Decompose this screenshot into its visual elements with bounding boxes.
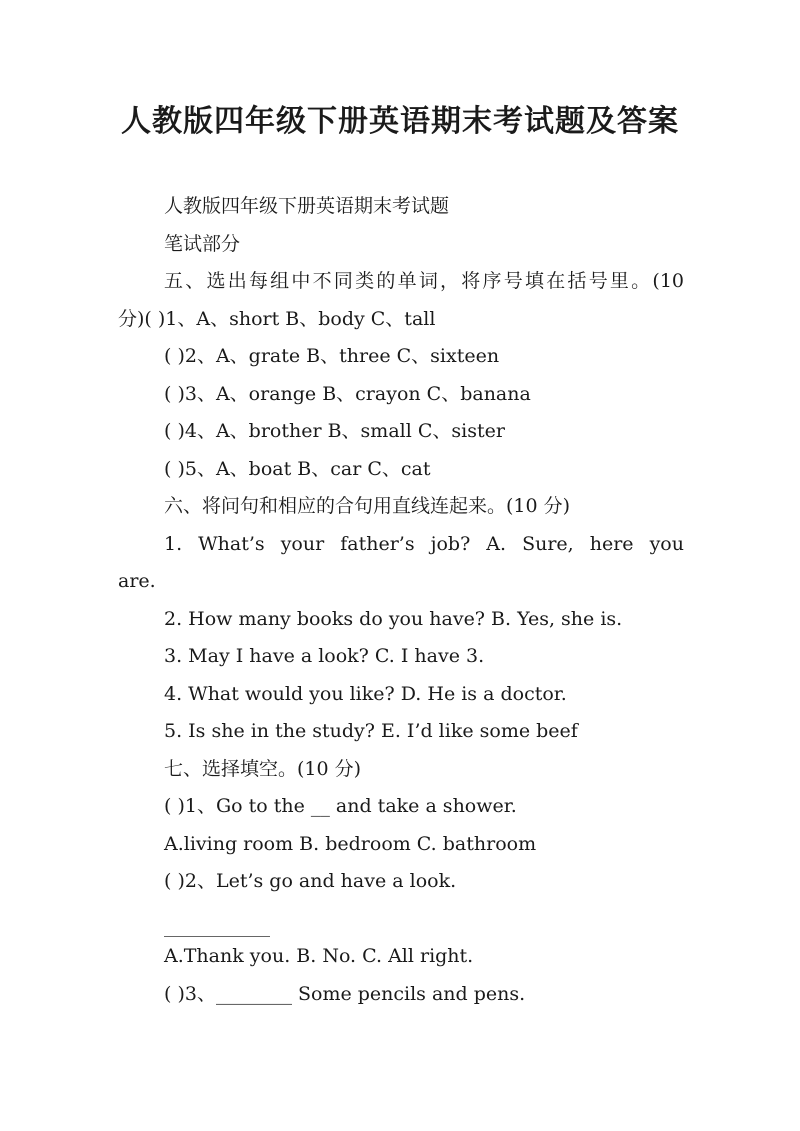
question-heading-6: 六、将问句和相应的合句用直线连起来。(10 分) <box>164 495 571 517</box>
question-heading-7: 七、选择填空。(10 分) <box>164 757 362 780</box>
answer-options: A.living room B. bedroom C. bathroom <box>164 832 537 855</box>
document-body <box>118 188 684 1013</box>
document-title: 人教版四年级下册英语期末考试题及答案 <box>121 104 679 139</box>
question-heading-5: 五、选出每组中不同类的单词，将序号填在括号里。(10 <box>164 270 684 292</box>
question-item: 分)( )1、A、short B、body C、tall <box>118 307 436 330</box>
question-item: ( )5、A、boat B、car C、cat <box>164 457 431 480</box>
matching-item: 3. May I have a look? C. I have 3. <box>164 645 485 667</box>
question-item: ( )1、Go to the __ and take a shower. <box>164 795 517 817</box>
section-label: 笔试部分 <box>164 232 241 255</box>
matching-item: 4. What would you like? D. He is a doctor. <box>164 682 567 705</box>
matching-item: 2. How many books do you have? B. Yes, she is. <box>164 607 623 630</box>
question-item: ( )3、________ Some pencils and pens. <box>164 982 526 1005</box>
question-item: ( )2、A、grate B、three C、sixteen <box>164 345 500 367</box>
answer-blank-line <box>118 901 684 939</box>
question-item: ( )3、A、orange B、crayon C、banana <box>164 382 531 405</box>
underline-rule <box>164 936 270 937</box>
answer-options: A.Thank you. B. No. C. All right. <box>164 945 474 967</box>
question-item: ( )2、Let’s go and have a look. <box>164 870 457 892</box>
subtitle-line: 人教版四年级下册英语期末考试题 <box>164 195 450 217</box>
matching-item: 1. What’s your father’s job? A. Sure, here you <box>164 532 684 555</box>
matching-item-continuation: are. <box>118 570 156 592</box>
matching-item: 5. Is she in the study? E. I’d like some beef <box>164 720 578 742</box>
question-item: ( )4、A、brother B、small C、sister <box>164 420 505 442</box>
